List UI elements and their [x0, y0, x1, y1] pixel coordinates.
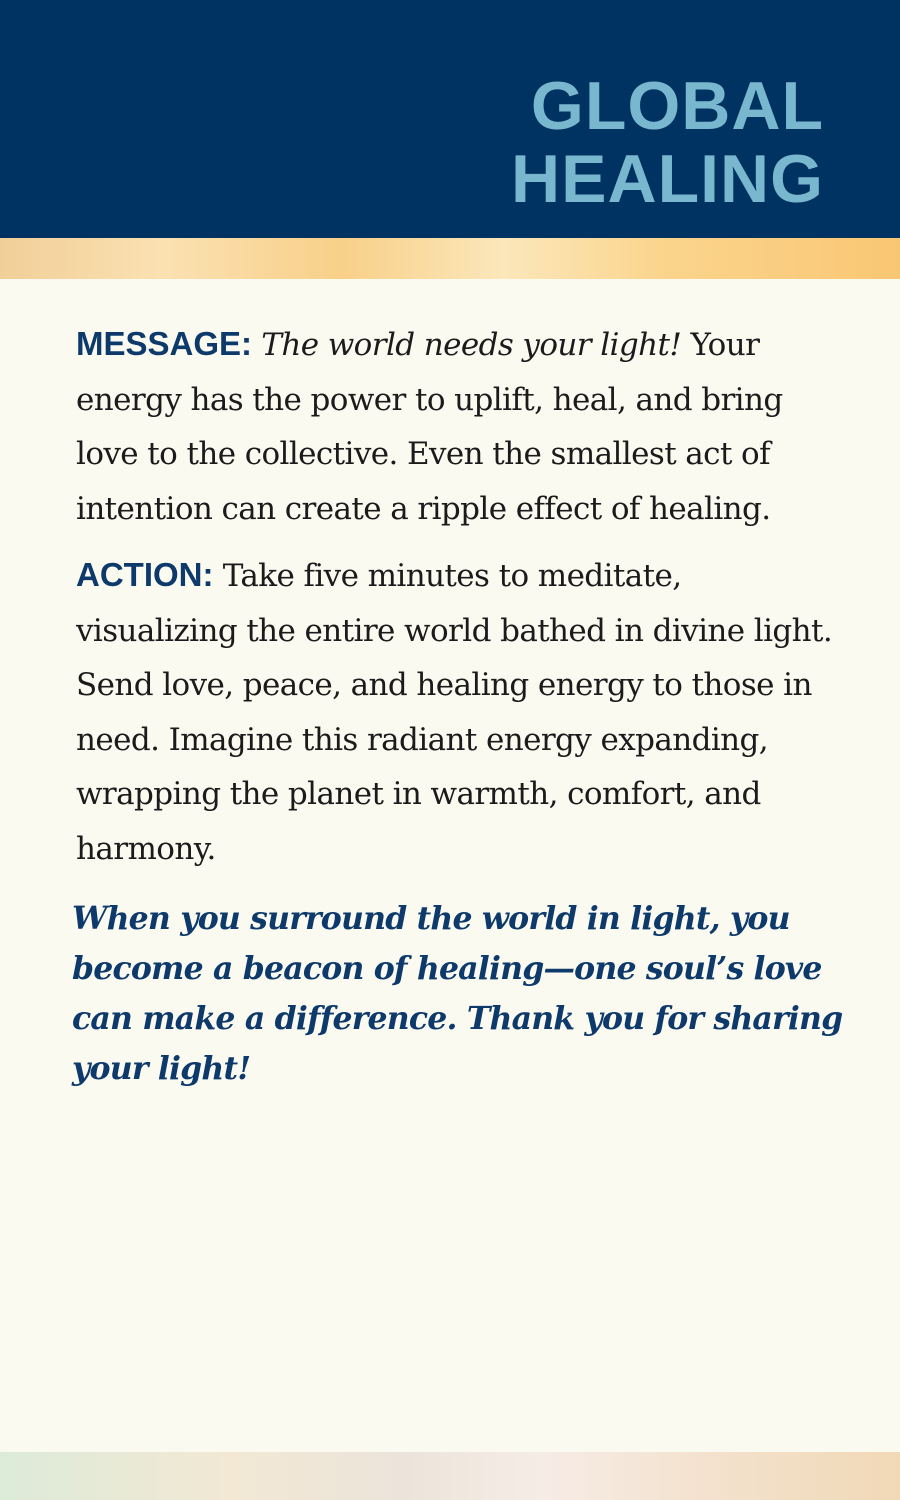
decorative-glow-band: [0, 238, 900, 279]
card-title-line-1: GLOBAL: [530, 68, 824, 144]
message-label: MESSAGE:: [76, 325, 253, 362]
card-title: [511, 70, 824, 216]
action-label: ACTION:: [76, 556, 214, 593]
action-body: Take five minutes to meditate, visualizing the entire world bathed in divine light. Send love, peace, and healing energy to those in need. Imagine this radiant energy expanding, wrapping the planet in warmth, comfort, and harmony.: [76, 558, 833, 867]
closing-affirmation: When you surround the world in light, you become a beacon of healing—one soul’s love can make a difference. Thank you for sharing your light!: [72, 900, 843, 1087]
card-title-line-2: HEALING: [511, 141, 824, 217]
message-body: Your energy has the power to uplift, heal, and bring love to the collective. Even the smallest act of intention can create a ripple effect of healing.: [76, 327, 783, 527]
card-header: [0, 0, 900, 238]
decorative-footer-band: [0, 1452, 900, 1500]
card-content: [72, 317, 846, 1094]
message-section: [76, 317, 846, 536]
action-section: [76, 548, 846, 876]
message-headline: The world needs your light!: [261, 327, 682, 363]
